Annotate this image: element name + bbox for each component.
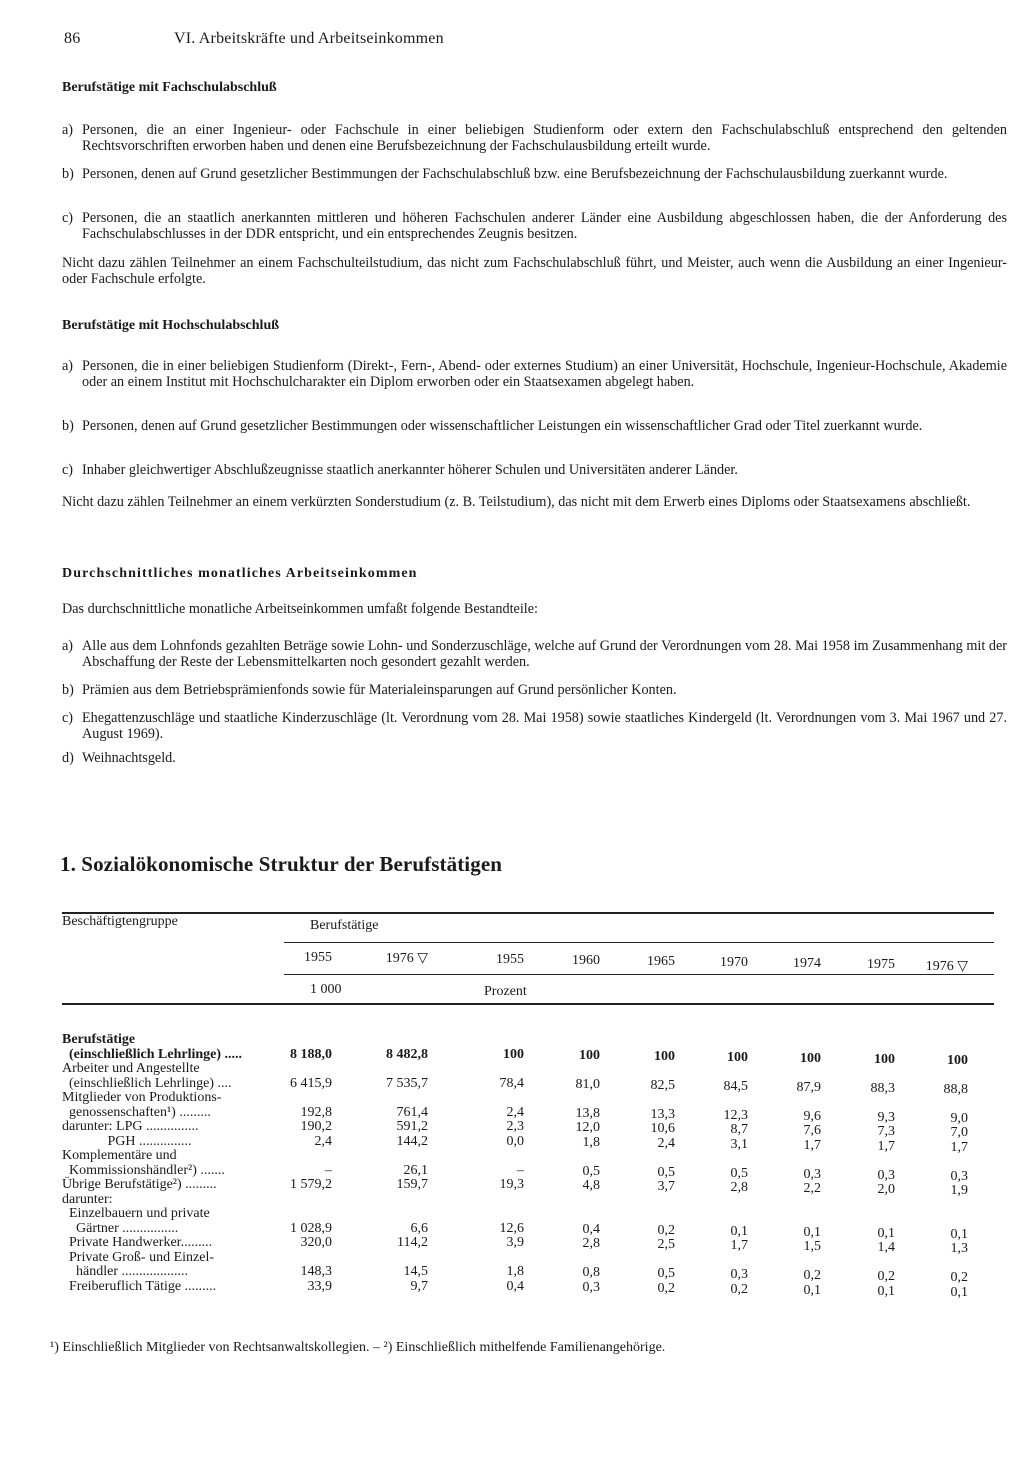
- table-row: [62, 1206, 994, 1221]
- year-header: 1970: [720, 955, 748, 970]
- table-cell: 100: [800, 1050, 821, 1066]
- table-cell: 2,5: [657, 1237, 675, 1252]
- table-cell: 0,5: [582, 1163, 600, 1179]
- row-label: (einschließlich Lehrlinge) ....: [62, 1075, 232, 1091]
- table-cell: 9,6: [803, 1108, 821, 1124]
- row-label: Freiberuflich Tätige .........: [62, 1278, 217, 1294]
- table-cell: 78,4: [499, 1075, 524, 1091]
- table-cell: 0,1: [877, 1225, 895, 1241]
- table-cell: 9,7: [410, 1278, 428, 1294]
- table-cell: 100: [874, 1051, 895, 1067]
- table-cell: 0,3: [582, 1279, 600, 1295]
- year-header: 1955: [496, 952, 524, 967]
- item-text: Alle aus dem Lohnfonds gezahlten Beträge sowie Lohn- und Sonderzuschläge, welche auf Grund der Verordnungen vom 28. Mai 1958 im Zusammenhang mit der Abschaffung der Reste der Lebensmittelkarten noch gesondert gezahlt werden.: [82, 638, 1007, 670]
- table-cell: 190,2: [300, 1119, 332, 1134]
- table-cell: 13,3: [650, 1106, 675, 1122]
- fachschule-heading: Berufstätige mit Fachschulabschluß: [62, 80, 277, 95]
- table-cell: 0,2: [657, 1280, 675, 1296]
- item-label: a): [62, 358, 74, 374]
- table-cell: 1,4: [877, 1240, 895, 1255]
- table-cell: 100: [654, 1048, 675, 1064]
- fachschule-section: [62, 80, 1007, 96]
- row-label: händler ...................: [62, 1264, 188, 1279]
- table-cell: 19,3: [499, 1177, 524, 1192]
- table-cell: 2,4: [657, 1135, 675, 1151]
- table-cell: 0,2: [657, 1222, 675, 1238]
- table-cell: 6,6: [410, 1220, 428, 1236]
- table-cell: 1,8: [582, 1134, 600, 1150]
- table-cell: 0,3: [950, 1168, 968, 1184]
- item-label: a): [62, 122, 74, 138]
- table-row: [62, 1177, 994, 1198]
- fachschule-item-a: [62, 122, 1007, 154]
- table-top-rule: [62, 912, 994, 914]
- table-cell: 12,3: [723, 1107, 748, 1123]
- table-row: [62, 1162, 994, 1184]
- table-cell: 82,5: [650, 1077, 675, 1093]
- table-cell: 13,8: [575, 1105, 600, 1121]
- einkommen-item-d: [62, 750, 1007, 766]
- table-cell: 2,8: [582, 1236, 600, 1251]
- year-header: 1974: [793, 956, 821, 971]
- table-cell: 0,8: [582, 1265, 600, 1280]
- table-cell: 100: [579, 1047, 600, 1063]
- table-cell: 100: [947, 1052, 968, 1068]
- table-cell: 0,2: [803, 1268, 821, 1283]
- header-rule-1: [284, 942, 994, 943]
- table-cell: 7,6: [803, 1123, 821, 1138]
- unit-percent: Prozent: [484, 984, 527, 999]
- item-label: b): [62, 682, 74, 698]
- item-text: Personen, die in einer beliebigen Studienform (Direkt-, Fern-, Abend- oder externes Studium) an einer Universität, Hochschule, Ingenieur-Hochschule, Akademie oder an einem Institut mit Hochschulcharakter ein Diplom erworben oder ein Staatsexamen abgelegt haben.: [82, 358, 1007, 390]
- table-cell: 159,7: [396, 1177, 428, 1192]
- row-label: Gärtner ................: [62, 1220, 179, 1236]
- year-header: 1960: [572, 953, 600, 968]
- table-cell: 0,2: [730, 1281, 748, 1297]
- table-cell: 1,3: [950, 1241, 968, 1256]
- table-row: [62, 1032, 994, 1047]
- row-label: (einschließlich Lehrlinge) .....: [62, 1046, 243, 1062]
- chapter-title: VI. Arbeitskräfte und Arbeitseinkommen: [174, 30, 444, 47]
- item-text: Personen, denen auf Grund gesetzlicher Bestimmungen der Fachschulabschluß bzw. eine Berufsbezeichnung der Fachschulausbildung zuerkannt wurde.: [82, 166, 948, 182]
- row-label: genossenschaften¹) .........: [62, 1104, 211, 1120]
- table-cell: 8 188,0: [290, 1046, 332, 1062]
- hochschule-item-a: [62, 358, 1007, 390]
- table-cell: 81,0: [575, 1076, 600, 1092]
- year-header: 1955: [304, 950, 332, 965]
- table-cell: 8,7: [730, 1122, 748, 1137]
- table-cell: 1,8: [506, 1264, 524, 1279]
- table-cell: 320,0: [300, 1235, 332, 1250]
- table-cell: 12,0: [575, 1120, 600, 1135]
- table-cell: 0,4: [582, 1221, 600, 1237]
- table-cell: 26,1: [403, 1162, 428, 1178]
- table-row: [62, 1075, 994, 1097]
- einkommen-heading: Durchschnittliches monatliches Arbeitseinkommen: [62, 566, 418, 581]
- year-header: 1976 ▽: [925, 959, 968, 974]
- table-cell: 2,3: [506, 1119, 524, 1134]
- table-cell: 0,1: [803, 1224, 821, 1240]
- einkommen-item-b: [62, 682, 1007, 698]
- hochschule-heading: Berufstätige mit Hochschulabschluß: [62, 318, 280, 333]
- row-label: Mitglieder von Produktions-: [62, 1090, 222, 1105]
- table-cell: 1,7: [730, 1238, 748, 1253]
- einkommen-intro: [62, 601, 1007, 617]
- item-text: Personen, die an einer Ingenieur- oder Fachschule in einer beliebigen Studienform oder extern den Fachschulabschluß entsprechend den geltenden Rechtsvorschriften erworben haben und denen eine Berufsbezeichnung der Fachschulausbildung erteilt wurde.: [82, 122, 1007, 154]
- table-cell: 10,6: [650, 1121, 675, 1136]
- table-row: [62, 1278, 994, 1300]
- table-cell: 1,7: [803, 1137, 821, 1153]
- table-row: [62, 1192, 994, 1207]
- table-cell: 14,5: [403, 1264, 428, 1279]
- item-text: Weihnachtsgeld.: [82, 750, 176, 766]
- table-cell: –: [517, 1162, 524, 1178]
- table-cell: 0,4: [506, 1278, 524, 1294]
- table-footnote: ¹) Einschließlich Mitglieder von Rechtsanwaltskollegien. – ²) Einschließlich mithelfende Familienangehörige.: [50, 1340, 666, 1355]
- table-cell: 3,7: [657, 1179, 675, 1194]
- note-text: Nicht dazu zählen Teilnehmer an einem verkürzten Sonderstudium (z. B. Teilstudium), das nicht mit dem Erwerb eines Diploms oder Staatsexamens abschließt.: [62, 494, 971, 510]
- item-label: c): [62, 462, 74, 478]
- table-cell: 0,3: [730, 1267, 748, 1282]
- table-cell: 9,0: [950, 1110, 968, 1126]
- table-row: [62, 1104, 994, 1126]
- table-cell: 1,9: [950, 1183, 968, 1198]
- table-cell: 100: [727, 1049, 748, 1065]
- row-label: darunter:: [62, 1191, 113, 1207]
- table-cell: 6 415,9: [290, 1075, 332, 1091]
- note-text: Nicht dazu zählen Teilnehmer an einem Fachschulteilstudium, das nicht zum Fachschulabschluß führt, und Meister, auch wenn die Ausbildung an einer Ingenieur- oder Fachschule erfolgte.: [62, 255, 1007, 287]
- table-cell: 0,1: [950, 1226, 968, 1242]
- row-label: Übrige Berufstätige²) .........: [62, 1177, 217, 1192]
- table-row: [62, 1264, 994, 1285]
- table-cell: 148,3: [300, 1264, 332, 1279]
- table-cell: 761,4: [396, 1104, 428, 1120]
- table-cell: 2,8: [730, 1180, 748, 1195]
- einkommen-section: [62, 566, 1007, 582]
- item-label: b): [62, 418, 74, 434]
- table-cell: 0,1: [730, 1223, 748, 1239]
- table-cell: 87,9: [796, 1079, 821, 1095]
- row-label: PGH ...............: [62, 1133, 192, 1149]
- table-cell: 33,9: [307, 1278, 332, 1294]
- row-label: Berufstätige: [62, 1032, 136, 1047]
- unit-absolute: 1 000: [310, 982, 342, 997]
- table-row: [62, 1133, 994, 1155]
- page-number: 86: [64, 30, 81, 47]
- table-cell: 7,0: [950, 1125, 968, 1140]
- page-header: [64, 30, 444, 48]
- header-rule-2: [284, 974, 994, 975]
- item-text: Prämien aus dem Betriebsprämienfonds sowie für Materialeinsparungen auf Grund persönlicher Konten.: [82, 682, 677, 698]
- table-cell: 0,2: [950, 1270, 968, 1285]
- item-text: Inhaber gleichwertiger Abschlußzeugnisse staatlich anerkannter höherer Schulen und Universitäten anderer Länder.: [82, 462, 738, 478]
- table-cell: –: [325, 1162, 332, 1178]
- fachschule-item-c: [62, 210, 1007, 242]
- table-cell: 100: [503, 1046, 524, 1062]
- table-cell: 114,2: [397, 1235, 428, 1250]
- table-cell: 0,3: [803, 1166, 821, 1182]
- hochschule-item-c: [62, 462, 1007, 478]
- table-cell: 8 482,8: [386, 1046, 428, 1062]
- table-cell: 3,9: [506, 1235, 524, 1250]
- table-cell: 0,1: [877, 1283, 895, 1299]
- table-row: [62, 1090, 994, 1105]
- item-text: Personen, die an staatlich anerkannten mittleren und höheren Fachschulen anderer Länder eine Ausbildung abgeschlossen haben, die der Anforderung des Fachschulabschlusses in der DDR entspricht, und ein entsprechendes Zeugnis besitzen.: [82, 210, 1007, 242]
- col-header-group: Beschäftigtengruppe: [62, 914, 178, 929]
- table-cell: 144,2: [396, 1133, 428, 1149]
- fachschule-item-b: [62, 166, 1007, 182]
- item-text: Personen, denen auf Grund gesetzlicher Bestimmungen oder wissenschaftlicher Leistungen ein wissenschaftlicher Grad oder Titel zuerkannt wurde.: [82, 418, 923, 434]
- header-bottom-rule: [62, 1003, 994, 1005]
- table-cell: 12,6: [499, 1220, 524, 1236]
- table-cell: 88,3: [870, 1080, 895, 1096]
- table-cell: 0,5: [657, 1164, 675, 1180]
- table-cell: 2,2: [803, 1181, 821, 1196]
- row-label: Private Handwerker.........: [62, 1235, 213, 1250]
- table-cell: 4,8: [582, 1178, 600, 1193]
- table-row: [62, 1061, 994, 1076]
- table-row: [62, 1250, 994, 1265]
- table-cell: 84,5: [723, 1078, 748, 1094]
- hochschule-note: [62, 494, 1007, 510]
- year-header: 1976 ▽: [385, 951, 428, 966]
- table-row: [62, 1148, 994, 1163]
- row-label: Arbeiter und Angestellte: [62, 1061, 200, 1076]
- table-cell: 1,7: [877, 1138, 895, 1154]
- table-cell: 1 028,9: [290, 1220, 332, 1236]
- hochschule-item-b: [62, 418, 1007, 434]
- year-header: 1965: [647, 954, 675, 969]
- table-cell: 0,2: [877, 1269, 895, 1284]
- table-cell: 1,5: [803, 1239, 821, 1254]
- row-label: darunter: LPG ...............: [62, 1119, 199, 1134]
- item-label: a): [62, 638, 74, 654]
- table-row: [62, 1235, 994, 1256]
- row-label: Private Groß- und Einzel-: [62, 1249, 215, 1265]
- col-header-berufstaetige: Berufstätige: [310, 918, 379, 933]
- row-label: Kommissionshändler²) .......: [62, 1162, 225, 1178]
- table-cell: 0,1: [803, 1282, 821, 1298]
- table-row: [62, 1220, 994, 1242]
- table-cell: 0,1: [950, 1284, 968, 1300]
- table-cell: 192,8: [300, 1104, 332, 1120]
- fachschule-note: [62, 255, 1007, 287]
- item-label: c): [62, 210, 74, 226]
- table-cell: 0,5: [657, 1266, 675, 1281]
- table-cell: 2,4: [506, 1104, 524, 1120]
- table-cell: 2,4: [314, 1133, 332, 1149]
- table-row: [62, 1119, 994, 1140]
- table-cell: 1,7: [950, 1139, 968, 1155]
- table-cell: 0,0: [506, 1133, 524, 1149]
- row-label: Einzelbauern und private: [62, 1206, 210, 1221]
- item-text: Ehegattenzuschläge und staatliche Kinderzuschläge (lt. Verordnung vom 28. Mai 1958) sowie staatliches Kindergeld (lt. Verordnungen vom 3. Mai 1967 und 27. August 1969).: [82, 710, 1007, 742]
- table-cell: 1 579,2: [290, 1177, 332, 1192]
- table-row: [62, 1046, 994, 1068]
- hochschule-section: [62, 318, 1007, 334]
- table-cell: 3,1: [730, 1136, 748, 1152]
- table-title: 1. Sozialökonomische Struktur der Berufstätigen: [60, 852, 503, 876]
- einkommen-item-c: [62, 710, 1007, 742]
- intro-text: Das durchschnittliche monatliche Arbeitseinkommen umfaßt folgende Bestandteile:: [62, 601, 538, 617]
- table-cell: 0,3: [877, 1167, 895, 1183]
- table-cell: 9,3: [877, 1109, 895, 1125]
- table-cell: 7 535,7: [386, 1075, 428, 1091]
- table-cell: 7,3: [877, 1124, 895, 1139]
- year-header: 1975: [867, 957, 895, 972]
- item-label: c): [62, 710, 74, 726]
- table-cell: 591,2: [396, 1119, 428, 1134]
- table-cell: 2,0: [877, 1182, 895, 1197]
- item-label: d): [62, 750, 74, 766]
- item-label: b): [62, 166, 74, 182]
- table-cell: 88,8: [943, 1081, 968, 1097]
- einkommen-item-a: [62, 638, 1007, 670]
- table-cell: 0,5: [730, 1165, 748, 1181]
- row-label: Komplementäre und: [62, 1148, 177, 1163]
